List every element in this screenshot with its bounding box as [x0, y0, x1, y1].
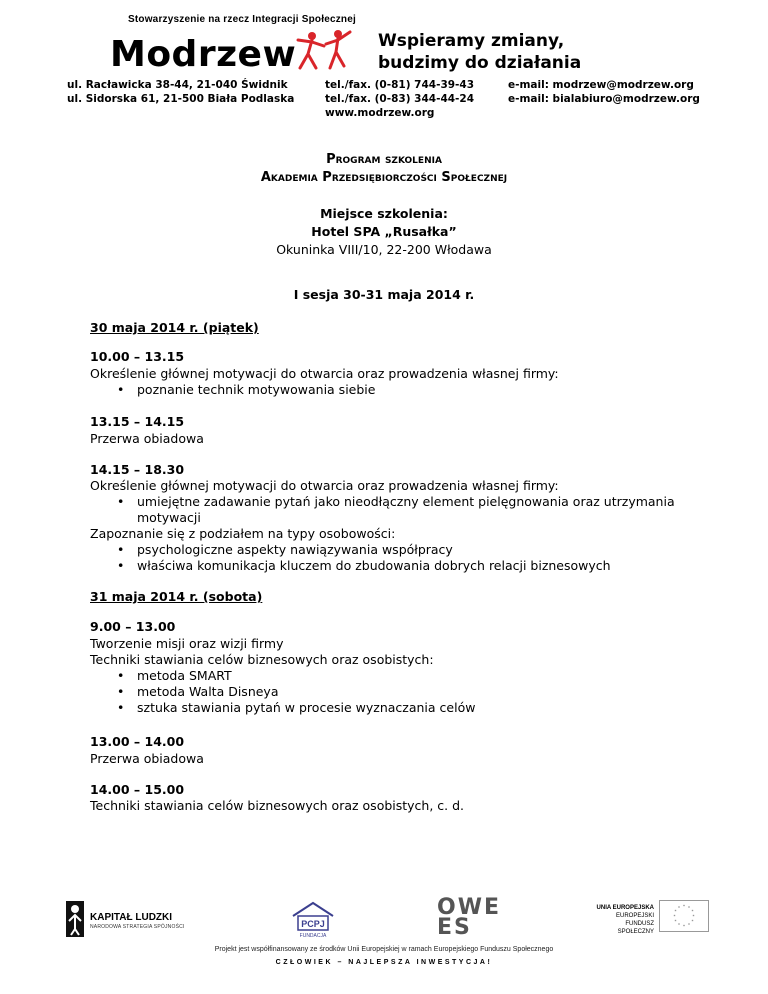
owes-logo — [437, 895, 501, 940]
day1-block1-time: 10.00 – 13.15 — [90, 349, 185, 364]
bullet-icon: • — [117, 382, 125, 397]
motto: CZŁOWIEK – NAJLEPSZA INWESTYCJA! — [275, 959, 493, 966]
venue-label: Miejsce szkolenia: — [320, 206, 448, 221]
svg-text:*: * — [691, 909, 694, 914]
pcpj-text: PCPJ — [301, 919, 325, 929]
day2-block1-item1: metoda SMART — [137, 668, 232, 683]
owes-line-2: ES — [437, 915, 472, 940]
svg-text:*: * — [683, 904, 685, 909]
day1-block3-item1a: umiejętne zadawanie pytań jako nieodłączny element pielęgnowania oraz utrzymania — [137, 494, 675, 509]
address-biala-podlaska: ul. Sidorska 61, 21-500 Biała Podlaska — [67, 93, 295, 105]
day2-block1-text2: Techniki stawiania celów biznesowych oraz osobistych: — [90, 652, 434, 667]
addresses — [67, 78, 294, 106]
title-line-1: Program szkolenia — [326, 152, 442, 167]
title-line-2: Akademia Przedsiębiorczości Społecznej — [260, 170, 508, 185]
day1-block3-time: 14.15 – 18.30 — [90, 462, 185, 477]
brand-name: Modrzew — [110, 34, 297, 75]
day2-block1-text1: Tworzenie misji oraz wizji firmy — [90, 636, 284, 651]
bullet-icon: • — [117, 558, 125, 573]
day1-block3-text: Określenie głównej motywacji do otwarcia oraz prowadzenia własnej firmy: — [90, 478, 559, 493]
svg-text:*: * — [678, 922, 680, 928]
svg-text:*: * — [692, 914, 695, 919]
day2-block2-time: 13.00 – 14.00 — [90, 734, 185, 749]
bullet-icon: • — [117, 684, 125, 699]
org-name: Stowarzyszenie na rzecz Integracji Społecznej — [128, 14, 356, 25]
day2-block1-item3: sztuka stawiania pytań w procesie wyznaczania celów — [137, 700, 476, 715]
day2-block3-text: Techniki stawiania celów biznesowych oraz osobistych, c. d. — [90, 798, 465, 813]
day2-block2-text: Przerwa obiadowa — [90, 751, 204, 766]
eu-flag-icon — [659, 900, 709, 932]
day1-block1-item1: poznanie technik motywowania siebie — [137, 382, 376, 397]
bullet-icon: • — [117, 542, 125, 557]
svg-text:*: * — [691, 919, 694, 924]
owes-line-1: OWE — [437, 895, 501, 920]
svg-text:*: * — [688, 905, 690, 911]
day1-block3-text2: Zapoznanie się z podziałem na typy osobowości: — [90, 526, 396, 541]
kl-title: KAPITAŁ LUDZKI — [90, 912, 173, 923]
day2-date: 31 maja 2014 r. (sobota) — [90, 589, 263, 604]
day2-block3-time: 14.00 – 15.00 — [90, 782, 185, 797]
pcpj-logo — [290, 900, 336, 940]
day1-block3-item3: właściwa komunikacja kluczem do zbudowania dobrych relacji biznesowych — [137, 558, 611, 573]
day1-block3-item2: psychologiczne aspekty nawiązywania współpracy — [137, 542, 453, 557]
email-1[interactable]: e-mail: modrzew@modrzew.org — [508, 79, 694, 91]
day1-block1-text: Określenie głównej motywacji do otwarcia oraz prowadzenia własnej firmy: — [90, 366, 559, 381]
website-link[interactable]: www.modrzew.org — [325, 107, 435, 119]
session-title: I sesja 30-31 maja 2014 r. — [293, 287, 475, 302]
svg-text:*: * — [674, 919, 677, 924]
slogan — [378, 30, 581, 74]
svg-text:*: * — [673, 914, 676, 919]
svg-text:*: * — [688, 922, 690, 928]
day2-block1-item2: metoda Walta Disneya — [137, 684, 279, 699]
dancing-figures-logo — [290, 28, 360, 74]
day1-block3-item1b: motywacji — [137, 510, 201, 525]
phone-2: tel./fax. (0-83) 344-44-24 — [325, 93, 475, 105]
email-2[interactable]: e-mail: bialabiuro@modrzew.org — [508, 93, 700, 105]
svg-text:*: * — [678, 905, 680, 911]
bullet-icon: • — [117, 494, 125, 509]
eu-line-3: FUNDUSZ SPOŁECZNY — [617, 921, 654, 935]
venue-address: Okuninka VIII/10, 22-200 Włodawa — [276, 242, 492, 257]
bullet-icon: • — [117, 668, 125, 683]
day1-block2-time: 13.15 – 14.15 — [90, 414, 185, 429]
phones — [325, 78, 474, 120]
cofinancing-note: Projekt jest współfinansowany ze środków Unii Europejskiej w ramach Europejskiego Funduszu Społecznego — [214, 946, 554, 953]
kl-subtitle: NARODOWA STRATEGIA SPÓJNOŚCI — [90, 924, 185, 930]
eu-label — [590, 904, 654, 936]
bullet-icon: • — [117, 700, 125, 715]
slogan-line-2: budzimy do działania — [378, 53, 582, 73]
emails — [508, 78, 700, 106]
day1-block2-text: Przerwa obiadowa — [90, 431, 204, 446]
day2-block1-time: 9.00 – 13.00 — [90, 619, 176, 634]
eu-line-1: UNIA EUROPEJSKA — [596, 905, 654, 911]
venue-name: Hotel SPA „Rusałka” — [311, 224, 457, 239]
svg-text:*: * — [674, 909, 677, 914]
slogan-line-1: Wspieramy zmiany, — [378, 31, 565, 51]
eu-line-2: EUROPEJSKI — [615, 913, 654, 919]
address-swidnik: ul. Racławicka 38-44, 21-040 Świdnik — [67, 79, 288, 91]
svg-text:*: * — [683, 924, 685, 929]
phone-1: tel./fax. (0-81) 744-39-43 — [325, 79, 475, 91]
pcpj-sub: FUNDACJA — [299, 933, 327, 939]
day1-date: 30 maja 2014 r. (piątek) — [90, 320, 259, 335]
